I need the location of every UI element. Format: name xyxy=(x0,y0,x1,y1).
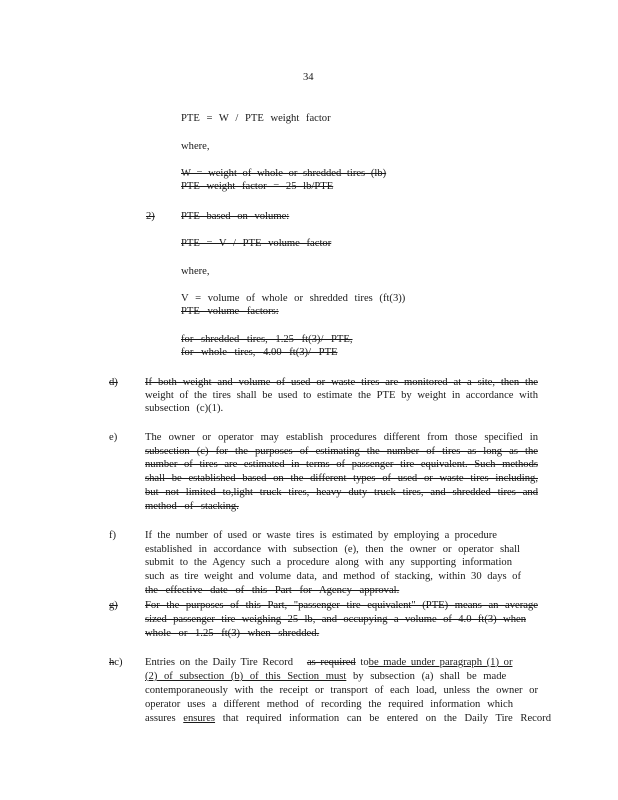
text-run: Entries on the Daily Tire Record xyxy=(145,657,293,668)
paragraph-hc-line: contemporaneously with the receipt or transport of each load, unless the owner or xyxy=(145,685,538,696)
whole-factor: for whole tires, 4.00 ft(3)/ PTE xyxy=(181,347,338,358)
item-label-2: 2) xyxy=(146,211,155,222)
paragraph-g-line: whole or 1.25 ft(3) when shredded. xyxy=(145,628,320,639)
paragraph-e-line: shall be established based on the different types of used or waste tires including, xyxy=(145,473,538,484)
pte-volume-formula: PTE = V / PTE volume factor xyxy=(181,238,332,249)
text-run: by subsection (a) shall be made xyxy=(352,671,507,682)
paragraph-e-line: number of tires are estimated in terms of passenger tire equivalent. Such methods xyxy=(145,459,538,470)
item-label-f: f) xyxy=(109,530,117,541)
paragraph-e-line: subsection (c) for the purposes of estimating the number of tires as long as the xyxy=(145,446,538,457)
text-run: assures xyxy=(145,713,176,724)
paragraph-f-line: If the number of used or waste tires is estimated by employing a procedure xyxy=(145,530,497,541)
w-definition: W = weight of whole or shredded tires (lb) xyxy=(181,168,387,179)
volume-factors: PTE volume factors: xyxy=(181,306,279,317)
item-label-hc xyxy=(109,656,123,669)
paragraph-g-line: sized passenger tire weighing 25 lb, and occupying a volume of 4.0 ft(3) when xyxy=(145,614,526,625)
paragraph-hc-line xyxy=(145,712,551,725)
paragraph-g-line: For the purposes of this Part, "passenger tire equivalent" (PTE) means an average xyxy=(145,600,538,611)
text-run: that required information can be entered on the Daily Tire Record xyxy=(222,713,551,724)
shredded-factor: for shredded tires, 1.25 ft(3)/ PTE, xyxy=(181,334,353,345)
item-label-new: c) xyxy=(114,657,123,668)
text-run: to xyxy=(360,657,369,668)
inserted-text: ensures xyxy=(183,713,216,724)
weight-factor: PTE weight factor = 25 lb/PTE xyxy=(181,181,334,192)
item-label-g: g) xyxy=(109,600,118,611)
paragraph-hc-line xyxy=(145,670,506,683)
paragraph-d-line: subsection (c)(1). xyxy=(145,403,224,414)
where-text: where, xyxy=(181,266,210,277)
pte-weight-formula: PTE = W / PTE weight factor xyxy=(181,113,331,124)
paragraph-hc-line: operator uses a different method of recording the required information which xyxy=(145,699,513,710)
where-text: where, xyxy=(181,141,210,152)
paragraph-e-line: The owner or operator may establish procedures different from those specified in xyxy=(145,432,538,443)
item-label-struck: h xyxy=(109,657,115,668)
paragraph-d-line: weight of the tires shall be used to estimate the PTE by weight in accordance with xyxy=(145,390,538,401)
struck-text: as required xyxy=(306,657,356,668)
paragraph-e-line: but not limited to,light truck tires, heavy duty truck tires, and shredded tires and xyxy=(145,487,538,498)
v-definition: V = volume of whole or shredded tires (ft(3)) xyxy=(181,293,406,304)
paragraph-f-line: the effective date of this Part for Agency approval. xyxy=(145,585,400,596)
inserted-text: be made under paragraph (1) or xyxy=(368,657,513,668)
item-label-e: e) xyxy=(109,432,118,443)
paragraph-d-line: If both weight and volume of used or waste tires are monitored at a site, then the xyxy=(145,377,538,388)
page-number: 34 xyxy=(303,72,314,83)
paragraph-hc-line xyxy=(145,656,512,669)
paragraph-e-line: method of stacking. xyxy=(145,501,239,512)
paragraph-f-line: submit to the Agency such a procedure along with any supporting information xyxy=(145,557,512,568)
paragraph-f-line: established in accordance with subsection (e), then the owner or operator shall xyxy=(145,544,520,555)
pte-volume-heading: PTE based on volume: xyxy=(181,211,290,222)
paragraph-f-line: such as tire weight and volume data, and method of stacking, within 30 days of xyxy=(145,571,521,582)
item-label-d: d) xyxy=(109,377,118,388)
inserted-text: (2) of subsection (b) of this Section must xyxy=(145,671,347,682)
